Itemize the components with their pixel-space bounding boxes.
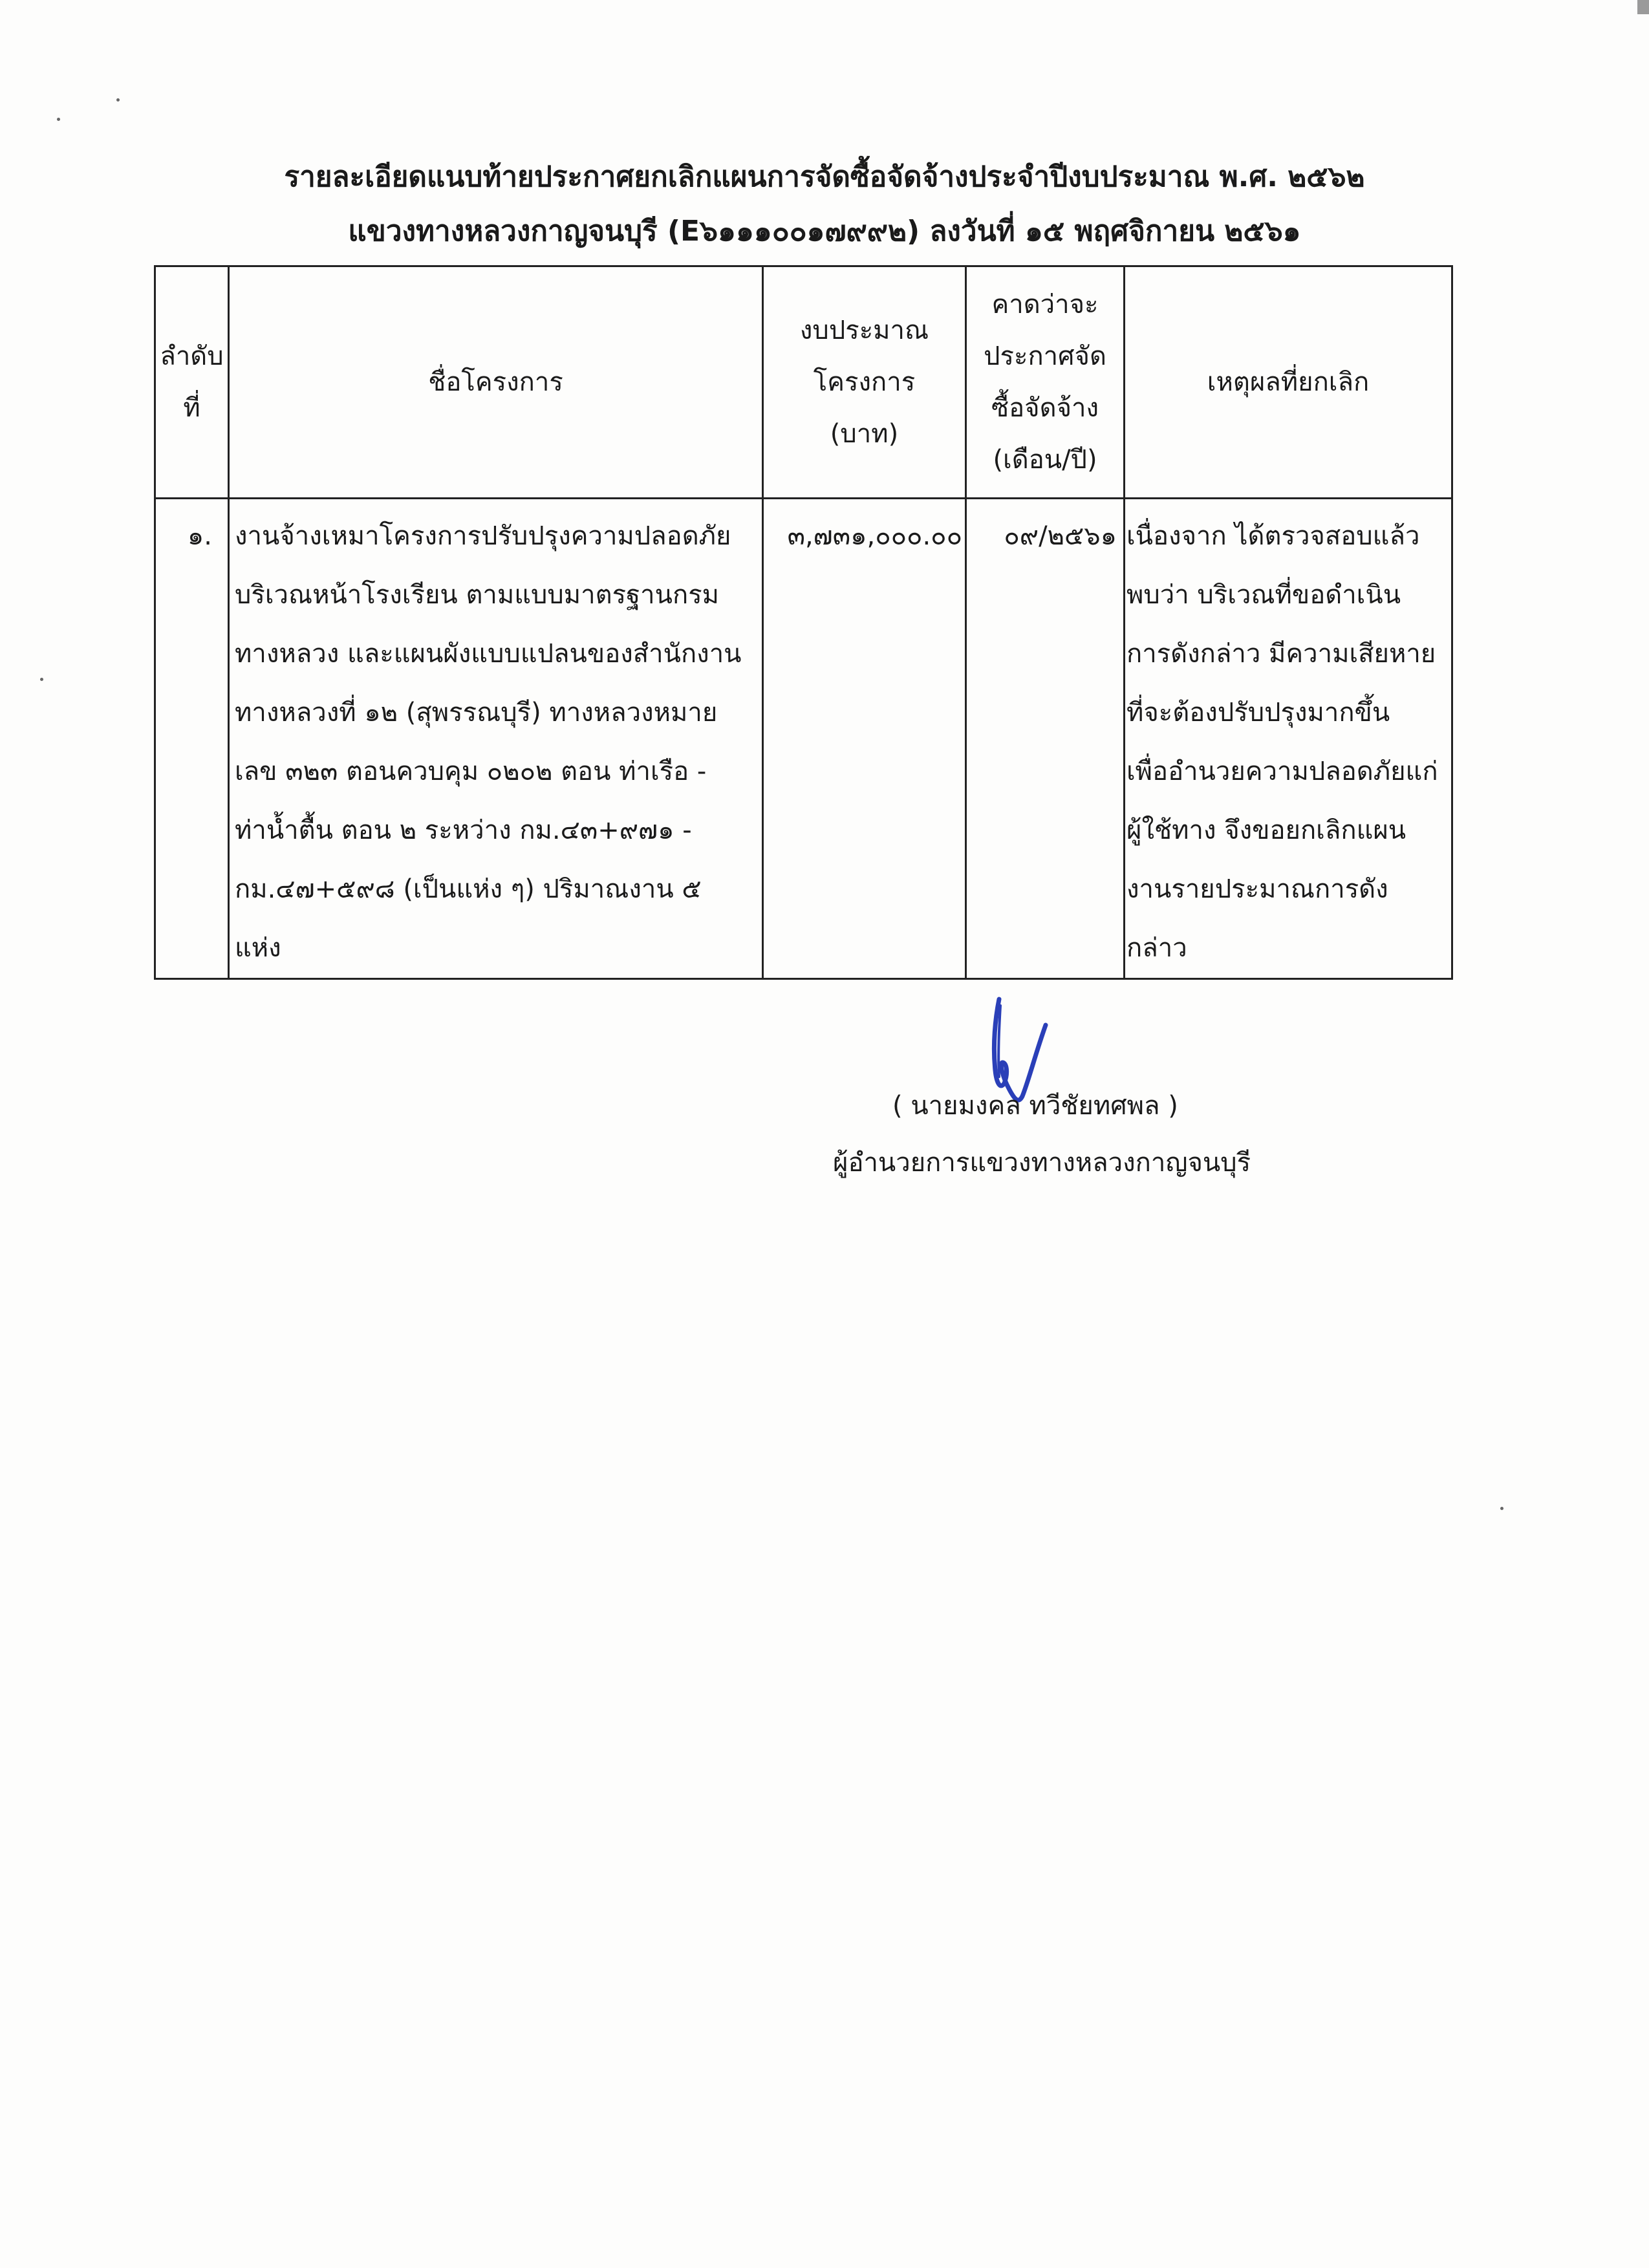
header-reason — [1125, 266, 1452, 499]
header-budget-line: งบประมาณ — [799, 316, 929, 345]
cell-reason — [1125, 499, 1452, 979]
cell-expected-date: ๐๙/๒๕๖๑ — [966, 499, 1125, 979]
project-name-line: ทางหลวงที่ ๑๒ (สุพรรณบุรี) ทางหลวงหมาย — [235, 698, 718, 728]
document-title-line2: แขวงทางหลวงกาญจนบุรี (E๖๑๑๑๐๐๑๗๙๙๒) ลงวันที่ ๑๕ พฤศจิกายน ๒๕๖๑ — [348, 215, 1301, 248]
project-name-line: เลข ๓๒๓ ตอนควบคุม ๐๒๐๒ ตอน ท่าเรือ - — [235, 757, 707, 786]
header-expected-date — [966, 266, 1125, 499]
header-expected-line: ประกาศจัด — [984, 341, 1106, 371]
cancellation-table — [154, 265, 1453, 980]
scan-speck — [40, 678, 43, 681]
project-name-line: กม.๔๗+๕๙๘ (เป็นแห่ง ๆ) ปริมาณงาน ๕ — [235, 874, 702, 904]
table-header-row — [155, 266, 1452, 499]
reason-line: การดังกล่าว มีความเสียหาย — [1126, 639, 1436, 669]
header-expected-line: คาดว่าจะ — [991, 290, 1099, 319]
scan-speck — [116, 98, 120, 102]
header-budget — [763, 266, 966, 499]
signature-stroke — [994, 999, 1046, 1100]
header-budget-line: โครงการ — [813, 367, 916, 397]
reason-line: ผู้ใช้ทาง จึงขอยกเลิกแผน — [1126, 815, 1406, 845]
reason-line: เนื่องจาก ได้ตรวจสอบแล้ว — [1126, 521, 1420, 551]
project-name-line: งานจ้างเหมาโครงการปรับปรุงความปลอดภัย — [235, 521, 731, 551]
header-no-line: ที่ — [183, 393, 200, 423]
reason-line: กล่าว — [1126, 933, 1187, 963]
project-name-line: แห่ง — [235, 933, 281, 963]
reason-line: งานรายประมาณการดัง — [1126, 874, 1388, 904]
cell-project-name — [229, 499, 763, 979]
header-project-name — [229, 266, 763, 499]
header-expected-line: ซื้อจัดจ้าง — [991, 393, 1099, 423]
header-name-line: ชื่อโครงการ — [428, 367, 563, 397]
reason-line: ที่จะต้องปรับปรุงมากขึ้น — [1126, 698, 1390, 728]
reason-line: พบว่า บริเวณที่ขอดำเนิน — [1126, 580, 1401, 610]
cell-no: ๑. — [155, 499, 229, 979]
signatory-position: ผู้อำนวยการแขวงทางหลวงกาญจนบุรี — [833, 1148, 1251, 1178]
project-name-line: ทางหลวง และแผนผังแบบแปลนของสำนักงาน — [235, 639, 742, 669]
document-title-line1: รายละเอียดแนบท้ายประกาศยกเลิกแผนการจัดซื้อจัดจ้างประจำปีงบประมาณ พ.ศ. ๒๕๖๒ — [284, 160, 1365, 193]
project-name-line: บริเวณหน้าโรงเรียน ตามแบบมาตรฐานกรม — [235, 580, 720, 610]
signatory-name: ( นายมงคล ทวีชัยทศพล ) — [892, 1091, 1178, 1121]
scan-speck — [1500, 1507, 1503, 1510]
project-name-line: ท่าน้ำตื้น ตอน ๒ ระหว่าง กม.๔๓+๙๗๑ - — [235, 815, 692, 845]
header-reason-line: เหตุผลที่ยกเลิก — [1207, 367, 1370, 397]
header-no-line: ลำดับ — [160, 341, 224, 371]
header-no — [155, 266, 229, 499]
header-expected-line: (เดือน/ปี) — [993, 445, 1097, 475]
scan-edge-mark — [1637, 0, 1649, 14]
reason-line: เพื่ออำนวยความปลอดภัยแก่ — [1126, 757, 1438, 786]
header-budget-line: (บาท) — [830, 419, 899, 449]
scan-speck — [57, 118, 60, 121]
table-row — [155, 499, 1452, 979]
cell-budget: ๓,๗๓๑,๐๐๐.๐๐ — [763, 499, 966, 979]
